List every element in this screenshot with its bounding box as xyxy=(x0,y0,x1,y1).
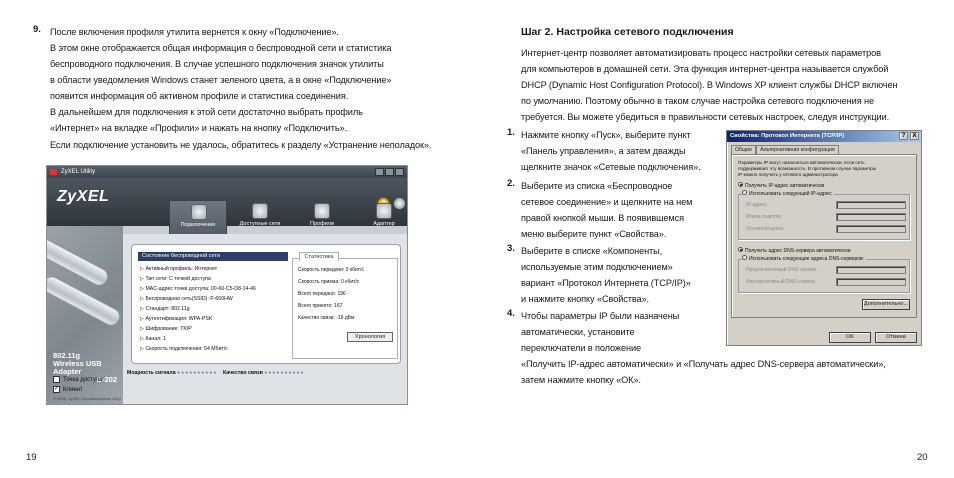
stat-row: Всего принято: 167 xyxy=(298,303,343,309)
step-text xyxy=(521,127,721,175)
stat-row: Качество связи: -19 дБм xyxy=(298,315,355,321)
status-row: ▷ Тип сети: С точкой доступа xyxy=(140,276,211,282)
step-line: правой кнопкой мыши. В появившемся xyxy=(521,213,684,223)
step-line: затем нажмите кнопку «ОК». xyxy=(521,375,641,385)
alternate-dns-field[interactable] xyxy=(836,278,906,286)
step-number: 9. xyxy=(33,24,41,35)
step-line: используемые этим подключением» xyxy=(521,262,673,272)
description-line: Параметры IP могут назначаться автоматически, если сеть xyxy=(738,160,865,165)
step-text xyxy=(521,243,721,307)
description-line: IP можно получить у сетевого администратора. xyxy=(738,172,839,177)
status-card xyxy=(131,244,401,364)
product-line: Wireless USB Adapter xyxy=(53,359,102,376)
globe-icon xyxy=(191,204,207,220)
tab-label: Профили xyxy=(310,221,334,227)
radio-unselected[interactable] xyxy=(742,190,747,195)
tab-adapter[interactable] xyxy=(355,200,408,234)
paragraph-line: появится информация об активном профиле и статистика соединения. xyxy=(50,91,349,101)
help-icon[interactable]: ? xyxy=(899,132,908,140)
close-icon[interactable] xyxy=(395,168,404,176)
intro-paragraph xyxy=(521,45,921,125)
tab-label: Подключение xyxy=(180,222,216,228)
stat-row: Скорость приема: 0 кбит/с xyxy=(298,279,360,285)
step-line: Выберите из списка «Беспроводное xyxy=(521,181,673,191)
tab-connection[interactable] xyxy=(169,200,227,234)
paragraph-line: В дальнейшем для подключения к этой сети достаточно выбрать профиль xyxy=(50,107,363,117)
tab-profiles[interactable] xyxy=(293,200,351,234)
product-line: 802.11g xyxy=(53,351,81,360)
ok-button[interactable]: OK xyxy=(829,332,871,343)
step-line: автоматически, установите xyxy=(521,327,635,337)
status-header: Состояние беспроводной сети xyxy=(138,252,288,261)
preferred-dns-label: Предпочитаемый DNS-сервер: xyxy=(746,267,818,273)
intro-line: по умолчанию. Поэтому обычно в таком случае настройка сетевого подключения не xyxy=(521,96,875,106)
option-label: Клиент xyxy=(63,386,83,393)
connection-panel xyxy=(123,234,408,405)
cancel-button[interactable]: Отмена xyxy=(875,332,917,343)
step-number: 2. xyxy=(507,178,515,189)
status-row: ▷ Шифрование: TKIP xyxy=(140,326,192,332)
signal-bar xyxy=(127,370,304,376)
radio-selected[interactable] xyxy=(738,182,743,187)
paragraph-line: «Интернет» на вкладке «Профили» и нажать на кнопку «Подключить». xyxy=(50,123,347,133)
dns-manual-radio[interactable] xyxy=(742,256,866,262)
tab-label: Адаптер xyxy=(373,221,395,227)
client-option[interactable] xyxy=(53,386,83,393)
step-number: 1. xyxy=(507,127,515,138)
dialog-body xyxy=(731,154,917,318)
app-icon xyxy=(50,169,57,175)
checkbox-checked[interactable]: ✓ xyxy=(54,386,60,392)
tab-available-networks[interactable] xyxy=(231,200,289,234)
network-icon xyxy=(252,203,268,219)
stat-row: Скорость передачи: 0 кбит/с xyxy=(298,267,364,273)
step-text xyxy=(521,308,721,356)
step4-tail xyxy=(521,356,931,388)
ip-address-label: IP-адрес: xyxy=(746,202,768,208)
preferred-dns-field[interactable] xyxy=(836,266,906,274)
signal-label: Мощность сигнала xyxy=(127,370,176,376)
step-line: сетевое соединение» и щелкните на нем xyxy=(521,197,693,207)
tab-alternate-config[interactable]: Альтернативная конфигурация xyxy=(756,145,839,154)
product-line: G-202 xyxy=(96,375,117,384)
status-row: ▷ MAC-адрес точки доступа: 00-60-C5-D8-14-46 xyxy=(140,286,256,292)
main-tabs xyxy=(169,200,408,234)
subnet-mask-label: Маска подсети: xyxy=(746,214,782,220)
status-row: ▷ Канал: 1 xyxy=(140,336,166,342)
dialog-title: Свойства: Протокол Интернета (TCP/IP) xyxy=(730,133,845,139)
status-row: ▷ Скорость подключения: 54 Мбит/с xyxy=(140,346,228,352)
section-heading: Шаг 2. Настройка сетевого подключения xyxy=(521,26,734,38)
step-line: Нажмите кнопку «Пуск», выберите пункт xyxy=(521,130,691,140)
zyxel-logo: ZyXEL xyxy=(57,188,110,205)
dns-auto-radio[interactable] xyxy=(738,248,851,254)
maximize-icon[interactable] xyxy=(385,168,394,176)
gateway-field[interactable] xyxy=(836,225,906,233)
page-number-right: 20 xyxy=(917,452,928,463)
option-label: Точка доступа xyxy=(63,376,103,383)
radio-label: Использовать следующие адреса DNS-серверов: xyxy=(749,256,865,262)
status-row: ▷ Аутентификация: WPA-PSK xyxy=(140,316,213,322)
status-row: ▷ Активный профиль: Интернет xyxy=(140,266,218,272)
dns-group xyxy=(738,259,910,293)
window-title: ZyXEL Utility xyxy=(61,169,96,175)
history-button[interactable]: Хронология xyxy=(347,332,393,342)
usb-adapter-image xyxy=(46,273,123,329)
profile-icon xyxy=(314,203,330,219)
tab-statistics[interactable]: Статистика xyxy=(299,252,339,261)
troubleshooting-note: Если подключение установить не удалось, обратитесь к разделу «Устранение неполадок». xyxy=(50,140,432,150)
page-number-left: 19 xyxy=(26,452,37,463)
zyxel-utility-window xyxy=(46,165,408,405)
step-line: «Панель управления», а затем дважды xyxy=(521,146,686,156)
step-line: вариант «Протокол Интернета (TCP/IP)» xyxy=(521,278,691,288)
intro-line: Интернет-центр позволяет автоматизировать процесс настройки сетевых параметров xyxy=(521,48,881,58)
intro-line: требуется. Вы можете убедиться в правильности сетевых настроек, следуя инструкции. xyxy=(521,112,890,122)
radio-unselected[interactable] xyxy=(742,255,747,260)
step-text xyxy=(521,178,721,242)
step-number: 4. xyxy=(507,308,515,319)
step-line: Выберите в списке «Компоненты, xyxy=(521,246,663,256)
checkbox[interactable] xyxy=(53,376,60,383)
access-point-option[interactable] xyxy=(53,376,103,383)
radio-label: Получить IP-адрес автоматически xyxy=(745,183,825,189)
advanced-button[interactable]: Дополнительно... xyxy=(862,299,910,310)
intro-line: для компьютеров в домашней сети. Эта функция интернет-центра называется службой xyxy=(521,64,889,74)
menu-icon[interactable]: ≡ xyxy=(393,197,406,210)
paragraph-line: После включения профиля утилита вернется к окну «Подключение». xyxy=(50,27,339,37)
step-line: Чтобы параметры IP были назначены xyxy=(521,311,680,321)
window-titlebar xyxy=(47,166,407,178)
close-icon[interactable]: X xyxy=(910,132,919,140)
quality-meter: ●●●●●●●●●● xyxy=(264,370,305,376)
tcpip-properties-dialog xyxy=(726,130,922,346)
dialog-tabs xyxy=(731,145,839,154)
step-line: меню выберите пункт «Свойства». xyxy=(521,229,667,239)
status-row: ▷ Стандарт: 802.11g xyxy=(140,306,190,312)
minimize-icon[interactable] xyxy=(375,168,384,176)
step-line: щелкните значок «Сетевые подключения». xyxy=(521,162,701,172)
step-line: «Получить IP-адрес автоматически» и «Получать адрес DNS-сервера автоматически», xyxy=(521,359,886,369)
copyright: © 2005, ZyXEL Communications Corp. xyxy=(53,396,122,401)
quality-label: Качество связи xyxy=(223,370,263,376)
product-sidebar xyxy=(47,226,123,405)
description-line: поддерживает эту возможность. В противном случае параметры xyxy=(738,166,877,171)
statistics-box xyxy=(292,254,398,359)
tab-general[interactable]: Общие xyxy=(731,145,756,154)
paragraph-line: в области уведомления Windows станет зеленого цвета, а в окне «Подключение» xyxy=(50,75,392,85)
radio-label: Использовать следующий IP-адрес: xyxy=(749,191,833,197)
tab-label: Доступные сети xyxy=(239,221,281,227)
step9-paragraph xyxy=(50,24,420,136)
radio-label: Получить адрес DNS-сервера автоматически xyxy=(745,248,851,254)
status-row: ▷ Беспроводная сеть(SSID): P-660HW xyxy=(140,296,233,302)
signal-meter: ●●●●●●●●●● xyxy=(177,370,218,376)
paragraph-line: В этом окне отображается общая информация о беспроводной сети и статистика xyxy=(50,43,392,53)
step-line: переключатели в положение xyxy=(521,343,641,353)
adapter-icon xyxy=(376,203,392,219)
subnet-mask-field[interactable] xyxy=(836,213,906,221)
radio-selected[interactable] xyxy=(738,247,743,252)
ip-auto-radio[interactable] xyxy=(738,183,824,189)
paragraph-line: беспроводного подключения. В случае успешного подключения значок утилиты xyxy=(50,59,384,69)
step-number: 3. xyxy=(507,243,515,254)
stat-row: Всего передано: 196 xyxy=(298,291,346,297)
ip-address-field[interactable] xyxy=(836,201,906,209)
step-line: и нажмите кнопку «Свойства». xyxy=(521,294,649,304)
alternate-dns-label: Альтернативный DNS-сервер: xyxy=(746,279,816,285)
ip-manual-radio[interactable] xyxy=(742,191,834,197)
gateway-label: Основной шлюз: xyxy=(746,226,785,232)
dialog-titlebar xyxy=(727,131,921,142)
intro-line: DHCP (Dynamic Host Configuration Protocol). В Windows XP клиент службы DHCP включен xyxy=(521,80,898,90)
